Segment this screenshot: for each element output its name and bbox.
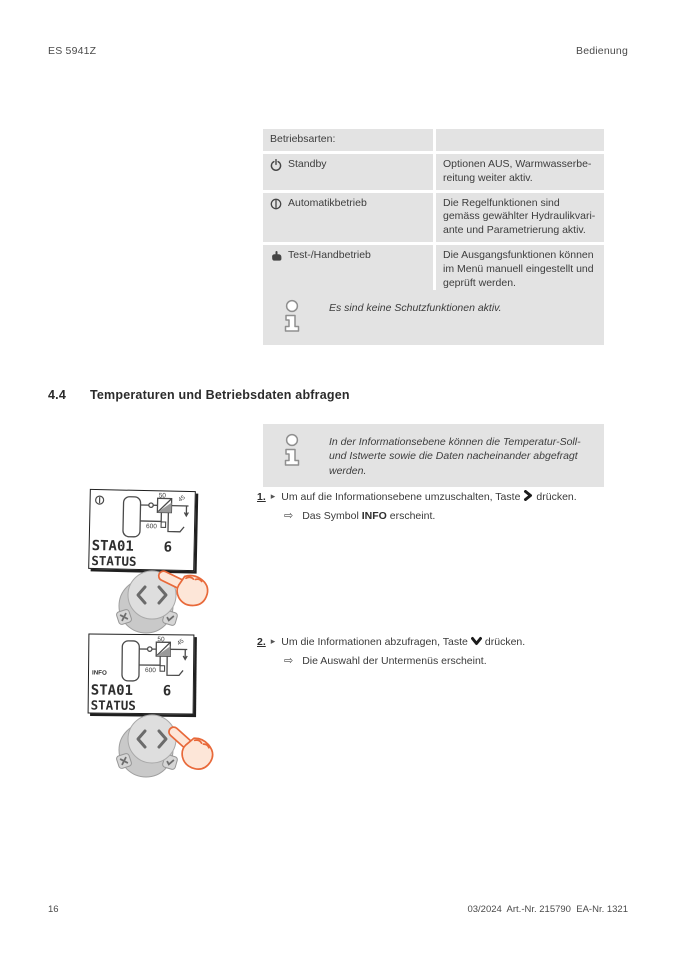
tank-symbol bbox=[122, 641, 139, 681]
mode-description: Die Ausgangsfunktionen können im Menü manuell eingestellt und geprüft werden. bbox=[436, 245, 604, 295]
rotary-knob-1 bbox=[110, 567, 240, 635]
note-text: In der Informationsebene können die Temperatur-Soll- und Istwerte sowie die Daten nacheinander abgefragt werden. bbox=[329, 436, 581, 477]
hydraulic-schematic bbox=[122, 641, 187, 682]
section-number: 4.4 bbox=[48, 388, 66, 402]
table-title-cell bbox=[263, 129, 433, 151]
info-icon bbox=[281, 433, 303, 469]
chapter-title: Bedienung bbox=[575, 45, 628, 57]
table-title: Betriebsarten: bbox=[270, 133, 336, 145]
display-status-word: STATUS bbox=[90, 697, 136, 713]
right-temp-label: 45 bbox=[176, 638, 186, 648]
lcd-display-1 bbox=[88, 489, 196, 571]
section-title: Temperaturen und Betriebsdaten abfragen bbox=[90, 388, 350, 402]
chevron-down-key-icon bbox=[471, 636, 482, 646]
step-item-1 bbox=[257, 490, 637, 524]
tank-symbol bbox=[123, 497, 141, 537]
pump-symbol bbox=[148, 647, 152, 651]
step-result-line bbox=[284, 654, 637, 669]
bottom-value-label: 600 bbox=[144, 667, 156, 675]
mode-cell bbox=[263, 154, 433, 190]
auto-mode-indicator-icon bbox=[96, 496, 104, 504]
step-result-line bbox=[284, 509, 637, 524]
pump-symbol bbox=[149, 503, 153, 507]
display-status-name: STA01 bbox=[91, 537, 134, 555]
mode-cell bbox=[263, 193, 433, 243]
section-heading bbox=[48, 388, 350, 402]
mode-cell bbox=[263, 245, 433, 295]
mode-label: Standby bbox=[288, 157, 327, 170]
unit-glyph bbox=[161, 522, 166, 528]
hydraulic-schematic bbox=[123, 497, 189, 538]
table-row bbox=[263, 154, 604, 190]
info-symbol-word: INFO bbox=[361, 510, 387, 523]
note-text: Es sind keine Schutzfunktionen aktiv. bbox=[329, 302, 502, 314]
sensor-arrow bbox=[184, 506, 188, 516]
automatic-mode-icon bbox=[270, 198, 282, 210]
footer-doc-info: 03/2024 Art.-Nr. 215790 EA-Nr. 1321 bbox=[467, 904, 628, 915]
display-status-word: STATUS bbox=[91, 552, 137, 569]
rotary-knob-2 bbox=[110, 711, 240, 779]
step-bullet-icon: ▸ bbox=[270, 491, 276, 501]
bottom-value-label: 600 bbox=[145, 523, 158, 531]
info-mode-label: INFO bbox=[91, 669, 107, 677]
valve-temp-label: 50 bbox=[157, 636, 165, 644]
lcd-screen bbox=[89, 490, 195, 570]
mode-label: Automatikbetrieb bbox=[288, 196, 367, 209]
result-arrow-icon: ⇨ bbox=[284, 510, 294, 523]
note-box-protection bbox=[263, 290, 604, 345]
standby-icon bbox=[270, 159, 282, 171]
step-item-2 bbox=[257, 635, 637, 669]
table-row bbox=[263, 245, 604, 295]
table-header-empty-cell bbox=[436, 129, 604, 151]
unit-glyph bbox=[160, 666, 165, 672]
document-code: ES 5941Z bbox=[48, 45, 97, 57]
table-header-row bbox=[263, 129, 604, 151]
step-instruction-line bbox=[257, 635, 637, 649]
lcd-screen bbox=[89, 634, 194, 713]
display-status-value: 6 bbox=[163, 539, 173, 556]
step-instruction: Um auf die Informationsebene umzuschalten, Taste drücken. bbox=[281, 491, 577, 503]
mode-description: Die Regelfunktionen sind gemäss gewählter Hydraulikvari-ante und Parametrierung aktiv. bbox=[436, 193, 604, 243]
operating-modes-table bbox=[263, 129, 604, 295]
step-number: 2. bbox=[257, 636, 266, 648]
lcd-display-2 bbox=[88, 633, 195, 714]
info-icon bbox=[281, 299, 303, 335]
right-temp-label: 45 bbox=[177, 494, 187, 504]
step-result: Das Symbol INFO erscheint. bbox=[302, 510, 436, 523]
hand-mode-icon bbox=[270, 250, 282, 262]
step-instruction-line bbox=[257, 490, 637, 504]
valve-temp-label: 50 bbox=[158, 492, 167, 500]
mode-description: Optionen AUS, Warmwasserbe-reitung weiter aktiv. bbox=[436, 154, 604, 190]
step-number: 1. bbox=[257, 491, 266, 503]
table-row bbox=[263, 193, 604, 243]
step-bullet-icon: ▸ bbox=[270, 636, 276, 646]
display-status-name: STA01 bbox=[90, 682, 134, 699]
footer-page-number: 16 bbox=[48, 904, 59, 915]
sensor-arrow bbox=[183, 649, 187, 659]
step-result: Die Auswahl der Untermenüs erscheint. bbox=[302, 655, 487, 668]
step-instruction: Um die Informationen abzufragen, Taste drücken. bbox=[281, 636, 526, 648]
note-box-information bbox=[263, 424, 604, 487]
mode-label: Test-/Handbetrieb bbox=[288, 249, 371, 262]
display-status-value: 6 bbox=[162, 683, 172, 700]
result-arrow-icon: ⇨ bbox=[284, 655, 294, 668]
chevron-right-key-icon bbox=[523, 490, 533, 501]
